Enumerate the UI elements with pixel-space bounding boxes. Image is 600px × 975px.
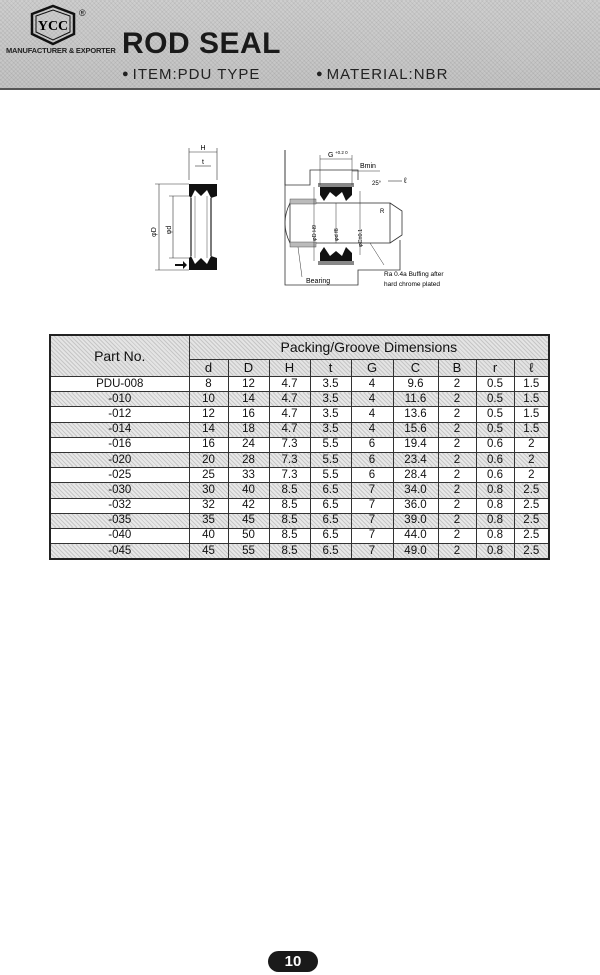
part-number-cell: -045: [50, 544, 189, 560]
dimension-cell: 2: [438, 483, 476, 498]
dim-l-label: ℓ: [404, 176, 407, 185]
table-row: [50, 498, 549, 513]
seal-section-drawing: [145, 140, 240, 280]
page-title: ROD SEAL: [122, 27, 282, 60]
dimension-cell: 0.8: [476, 528, 514, 543]
dimension-cell: 28.4: [393, 468, 438, 483]
dimension-cell: 19.4: [393, 437, 438, 452]
dimension-cell: 0.8: [476, 544, 514, 560]
dimension-cell: 3.5: [310, 407, 351, 422]
dimension-cell: 0.5: [476, 377, 514, 392]
dimension-cell: 0.8: [476, 498, 514, 513]
table-row: [50, 437, 549, 452]
column-header: t: [310, 359, 351, 376]
dimension-cell: 44.0: [393, 528, 438, 543]
dim-G-tolerance: +0.2 0: [335, 150, 348, 155]
dim-phid-fit-label: φd f8: [334, 228, 340, 241]
dim-phiC-label: φC±0.1: [358, 228, 364, 247]
bearing-label: Bearing: [306, 278, 331, 285]
column-header: C: [393, 359, 438, 376]
dimension-cell: 16: [189, 437, 228, 452]
dimension-cell: 11.6: [393, 392, 438, 407]
dimension-cell: 2.5: [514, 498, 549, 513]
dimension-cell: 8.5: [269, 528, 310, 543]
dimension-cell: 7: [351, 528, 393, 543]
material-type: ● MATERIAL:NBR: [316, 66, 449, 83]
dimension-cell: 4: [351, 407, 393, 422]
dimension-cell: 3.5: [310, 377, 351, 392]
dimension-cell: 32: [189, 498, 228, 513]
dimension-cell: 5.5: [310, 452, 351, 467]
dimension-cell: 2: [438, 513, 476, 528]
dimension-cell: 5.5: [310, 437, 351, 452]
dimensions-table: [49, 334, 550, 560]
dimension-cell: 14: [228, 392, 269, 407]
dimension-cell: 2: [514, 437, 549, 452]
dimension-cell: 2: [438, 468, 476, 483]
dimension-cell: 14: [189, 422, 228, 437]
dimension-cell: 15.6: [393, 422, 438, 437]
part-number-cell: -012: [50, 407, 189, 422]
dimension-cell: 2.5: [514, 483, 549, 498]
dimension-cell: 40: [189, 528, 228, 543]
dimension-cell: 8.5: [269, 483, 310, 498]
dim-G-label: G: [328, 152, 334, 159]
dim-t-label: t: [202, 159, 204, 166]
dimension-cell: 4.7: [269, 377, 310, 392]
dimension-cell: 1.5: [514, 407, 549, 422]
dim-Bmin-label: Bmin: [360, 163, 376, 170]
dim-phiD-label: φD: [151, 227, 158, 237]
dimension-cell: 2: [438, 544, 476, 560]
svg-text:YCC: YCC: [37, 19, 69, 34]
dimension-cell: 6: [351, 437, 393, 452]
dimension-cell: 36.0: [393, 498, 438, 513]
dimension-cell: 0.8: [476, 483, 514, 498]
part-number-cell: -016: [50, 437, 189, 452]
dimension-cell: 7.3: [269, 437, 310, 452]
dimension-cell: 40: [228, 483, 269, 498]
dimension-cell: 2: [438, 452, 476, 467]
table-row: [50, 452, 549, 467]
part-number-cell: -020: [50, 452, 189, 467]
dimension-cell: 0.6: [476, 452, 514, 467]
part-number-cell: -032: [50, 498, 189, 513]
dimension-cell: 7: [351, 513, 393, 528]
dimension-cell: 4: [351, 377, 393, 392]
dimension-cell: 6.5: [310, 544, 351, 560]
dimension-cell: 7: [351, 498, 393, 513]
column-header: r: [476, 359, 514, 376]
dimension-cell: 8.5: [269, 544, 310, 560]
column-header: d: [189, 359, 228, 376]
dimension-cell: 6.5: [310, 513, 351, 528]
dimension-cell: 33: [228, 468, 269, 483]
dimension-cell: 13.6: [393, 407, 438, 422]
dimension-cell: 5.5: [310, 468, 351, 483]
company-logo: [28, 4, 78, 46]
dimension-cell: 2: [438, 498, 476, 513]
dimension-cell: 16: [228, 407, 269, 422]
dimension-cell: 12: [228, 377, 269, 392]
dimension-cell: 2: [514, 452, 549, 467]
dimension-cell: 2: [438, 422, 476, 437]
dimension-cell: 0.5: [476, 392, 514, 407]
part-number-cell: PDU-008: [50, 377, 189, 392]
column-header: D: [228, 359, 269, 376]
dimension-cell: 25: [189, 468, 228, 483]
dim-angle-label: 25°: [372, 181, 382, 187]
dimension-cell: 23.4: [393, 452, 438, 467]
dimension-cell: 8.5: [269, 498, 310, 513]
column-header: ℓ: [514, 359, 549, 376]
dimension-cell: 2.5: [514, 544, 549, 560]
part-number-cell: -040: [50, 528, 189, 543]
dimension-cell: 4: [351, 392, 393, 407]
dimension-cell: 18: [228, 422, 269, 437]
column-header: H: [269, 359, 310, 376]
dimension-cell: 28: [228, 452, 269, 467]
dimension-cell: 0.8: [476, 513, 514, 528]
page-header: [0, 0, 600, 90]
dimension-cell: 12: [189, 407, 228, 422]
part-number-cell: -025: [50, 468, 189, 483]
dimension-cell: 9.6: [393, 377, 438, 392]
part-no-header: Part No.: [50, 335, 189, 377]
dimension-cell: 50: [228, 528, 269, 543]
dimension-cell: 2: [438, 437, 476, 452]
dimension-cell: 10: [189, 392, 228, 407]
dim-phid-label: φd: [166, 225, 173, 235]
dimension-cell: 1.5: [514, 392, 549, 407]
table-row: [50, 528, 549, 543]
dimension-cell: 24: [228, 437, 269, 452]
part-number-cell: -010: [50, 392, 189, 407]
dimension-cell: 6: [351, 468, 393, 483]
dimension-cell: 30: [189, 483, 228, 498]
dimension-cell: 1.5: [514, 422, 549, 437]
dimension-cell: 35: [189, 513, 228, 528]
dimension-cell: 39.0: [393, 513, 438, 528]
dim-phiD-fit-label: φD H9: [312, 224, 318, 241]
part-number-cell: -035: [50, 513, 189, 528]
dimension-cell: 2: [438, 377, 476, 392]
dimension-cell: 2.5: [514, 528, 549, 543]
table-row: [50, 407, 549, 422]
table-row: [50, 392, 549, 407]
dimension-cell: 4: [351, 422, 393, 437]
dimension-cell: 4.7: [269, 422, 310, 437]
dim-H-label: H: [200, 145, 206, 152]
dimension-cell: 6.5: [310, 483, 351, 498]
dimension-cell: 6.5: [310, 528, 351, 543]
table-row: [50, 468, 549, 483]
registered-mark: ®: [79, 8, 86, 18]
dimension-cell: 0.6: [476, 468, 514, 483]
dimension-cell: 0.5: [476, 422, 514, 437]
installation-drawing: [280, 145, 465, 295]
dimensions-table-wrapper: [49, 334, 548, 560]
dimension-cell: 3.5: [310, 422, 351, 437]
surface-note-line1: Ra 0.4a Buffing after: [384, 271, 444, 278]
surface-note-line2: hard chrome plated: [384, 281, 441, 288]
dimension-cell: 6.5: [310, 498, 351, 513]
part-number-cell: -030: [50, 483, 189, 498]
dimension-cell: 8: [189, 377, 228, 392]
dimension-cell: 0.6: [476, 437, 514, 452]
dimension-cell: 2.5: [514, 513, 549, 528]
dimension-cell: 2: [438, 392, 476, 407]
dimension-cell: 4.7: [269, 392, 310, 407]
dimensions-group-header: Packing/Groove Dimensions: [189, 335, 549, 359]
dimension-cell: 0.5: [476, 407, 514, 422]
dimension-cell: 7: [351, 483, 393, 498]
dimension-cell: 20: [189, 452, 228, 467]
logo-shield-icon: [28, 4, 78, 46]
table-row: [50, 483, 549, 498]
item-type: ● ITEM:PDU TYPE: [122, 66, 261, 83]
dimension-cell: 7.3: [269, 452, 310, 467]
part-number-cell: -014: [50, 422, 189, 437]
dimension-cell: 8.5: [269, 513, 310, 528]
dimension-cell: 7: [351, 544, 393, 560]
dimension-cell: 2: [438, 407, 476, 422]
dim-R-label: R: [380, 209, 385, 215]
dimension-cell: 34.0: [393, 483, 438, 498]
table-row: [50, 422, 549, 437]
table-row: [50, 544, 549, 560]
dimension-cell: 4.7: [269, 407, 310, 422]
page-number: 10: [268, 951, 318, 972]
dimension-cell: 2: [438, 528, 476, 543]
dimension-cell: 45: [189, 544, 228, 560]
column-header: B: [438, 359, 476, 376]
dimension-cell: 45: [228, 513, 269, 528]
dimension-cell: 1.5: [514, 377, 549, 392]
pressure-arrow-icon: [175, 261, 187, 269]
table-row: [50, 513, 549, 528]
dimension-cell: 2: [514, 468, 549, 483]
dimension-cell: 7.3: [269, 468, 310, 483]
dimension-cell: 6: [351, 452, 393, 467]
dimension-cell: 55: [228, 544, 269, 560]
dimension-cell: 3.5: [310, 392, 351, 407]
dimension-cell: 42: [228, 498, 269, 513]
dimension-cell: 49.0: [393, 544, 438, 560]
company-tagline: MANUFACTURER & EXPORTER: [6, 46, 116, 55]
column-header: G: [351, 359, 393, 376]
table-row: [50, 377, 549, 392]
